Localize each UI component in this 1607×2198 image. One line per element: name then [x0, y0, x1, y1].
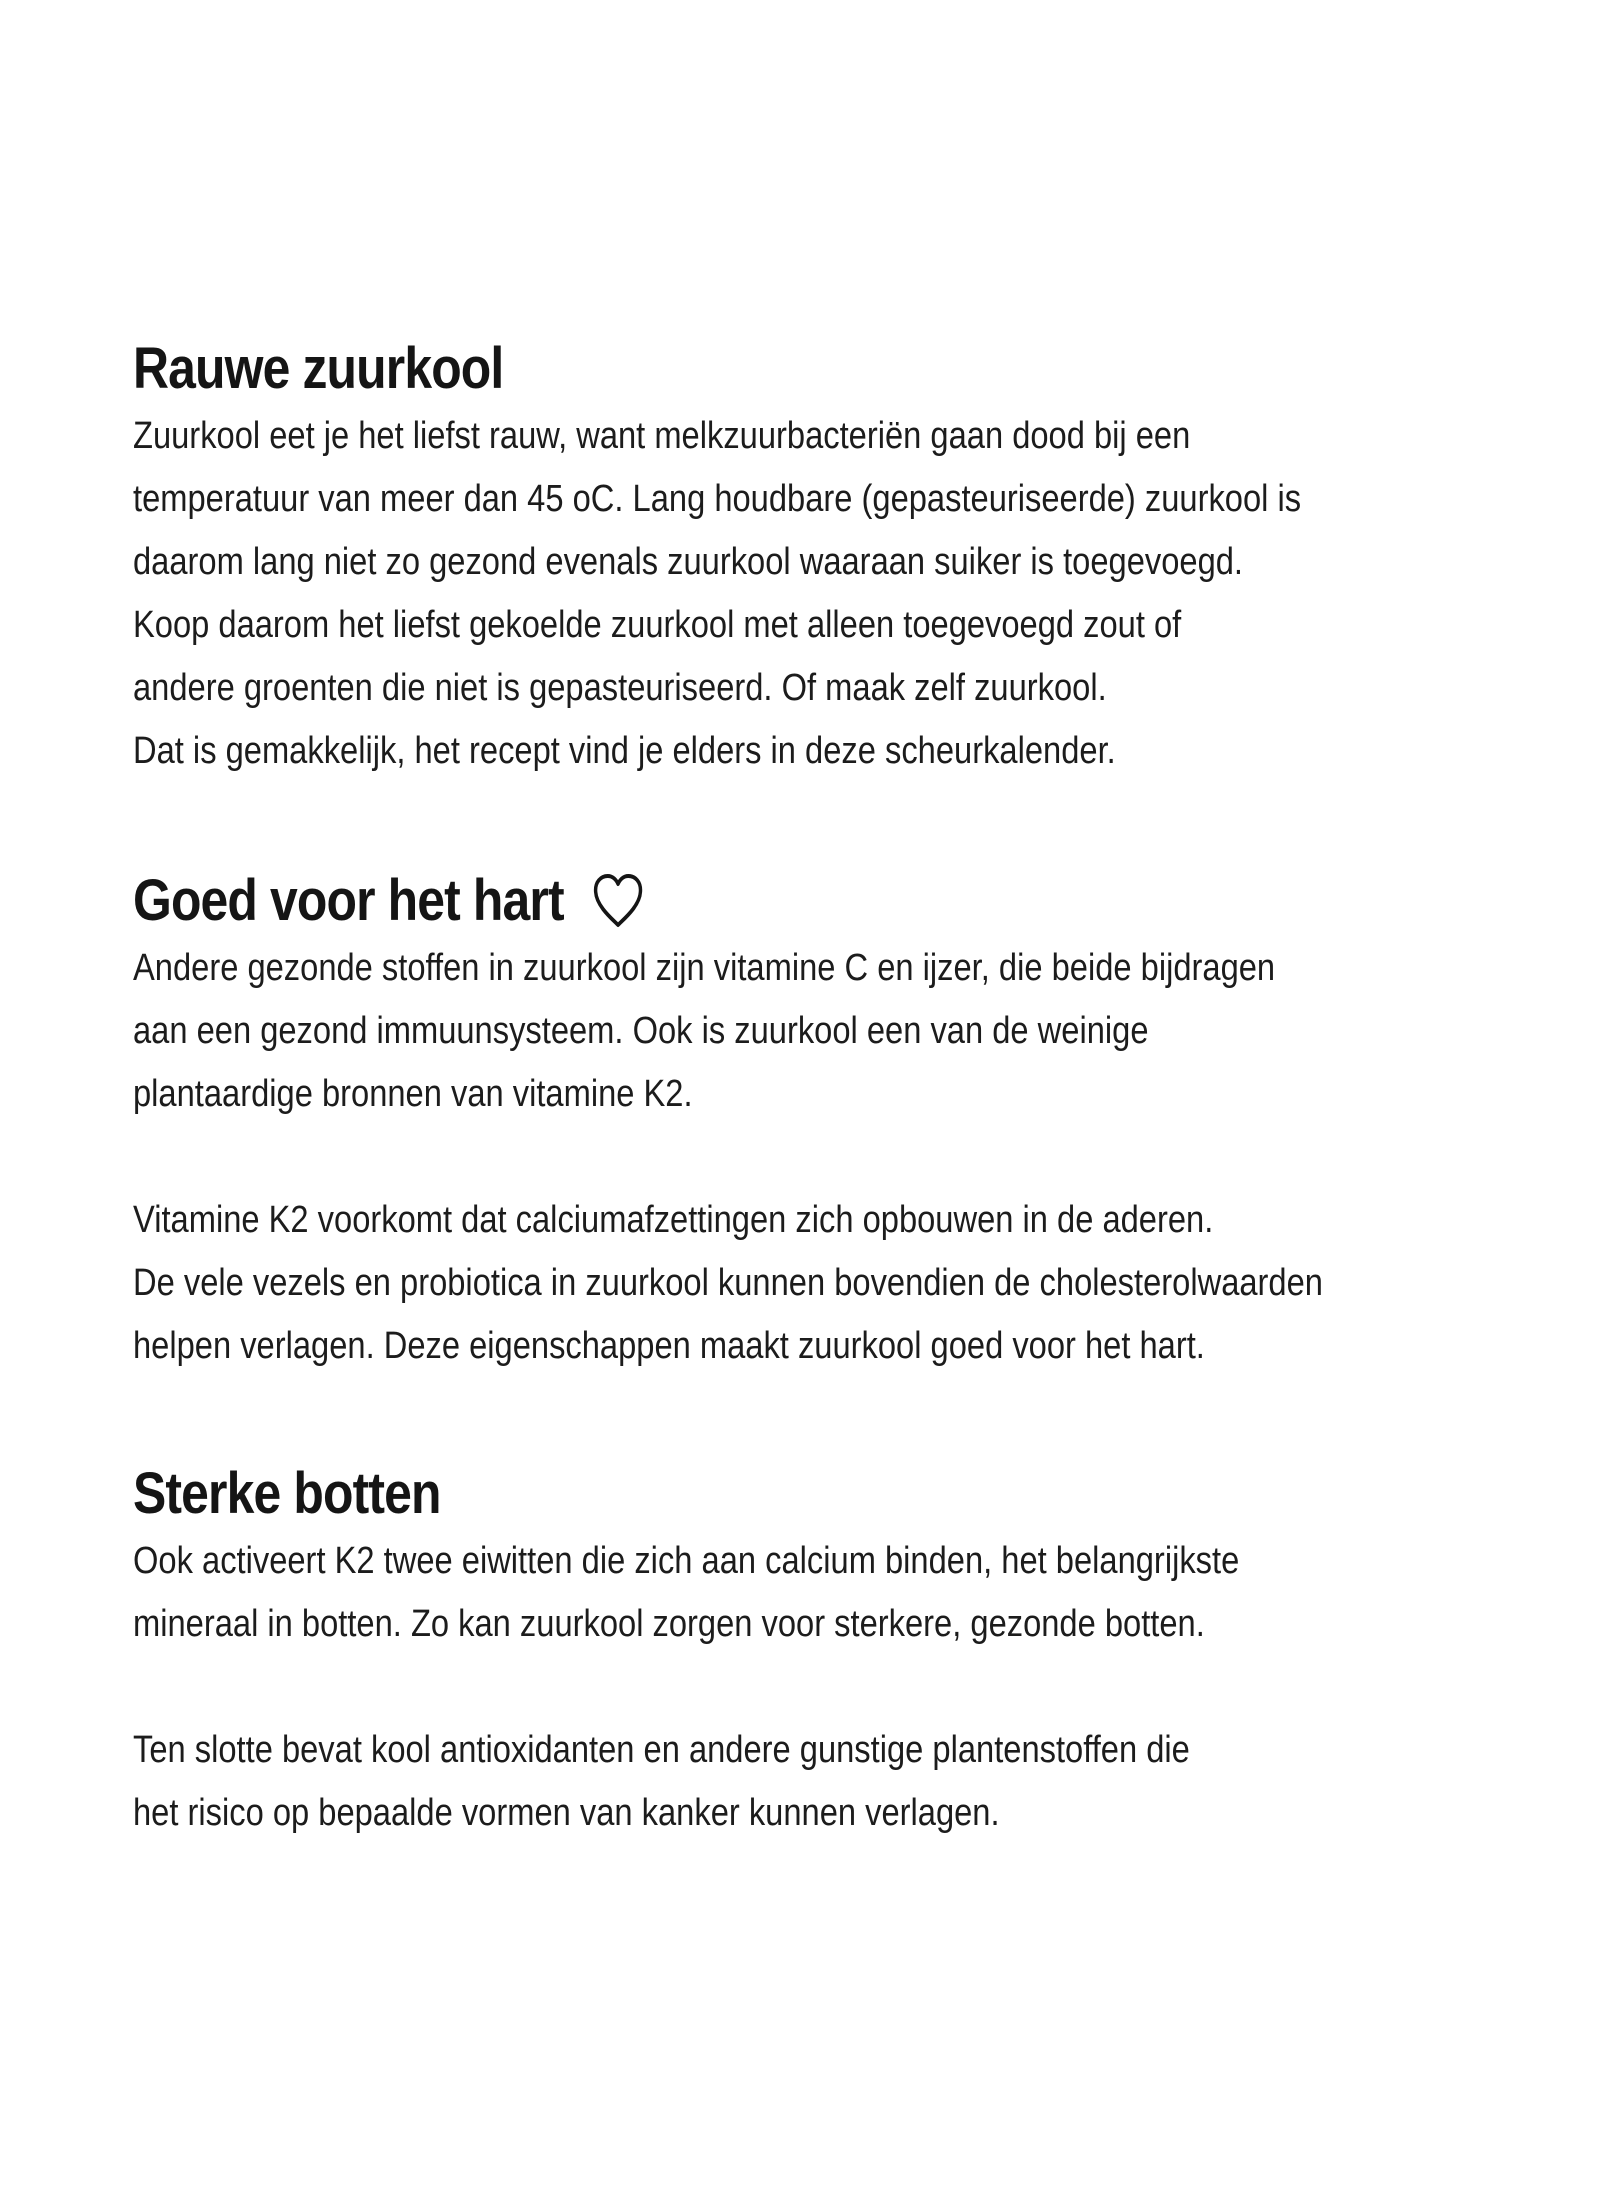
text-line: temperatuur van meer dan 45 oC. Lang houdbare (gepasteuriseerde) zuurkool is	[133, 478, 1302, 520]
text-line: daarom lang niet zo gezond evenals zuurkool waaraan suiker is toegevoegd.	[133, 541, 1244, 583]
text-line: aan een gezond immuunsysteem. Ook is zuurkool een van de weinige	[133, 1010, 1149, 1052]
text-line: Ten slotte bevat kool antioxidanten en andere gunstige plantenstoffen die	[133, 1729, 1190, 1771]
paragraph	[133, 1719, 1563, 1845]
paragraph	[133, 937, 1563, 1126]
document-page	[133, 0, 1563, 2198]
text-line: Andere gezonde stoffen in zuurkool zijn vitamine C en ijzer, die beide bijdragen	[133, 947, 1276, 989]
heart-outline-icon	[591, 872, 644, 930]
section-heading	[133, 1458, 1363, 1530]
heading-text: Goed voor het hart	[133, 868, 564, 933]
paragraph	[133, 405, 1563, 783]
section-rauwe-zuurkool	[133, 333, 1563, 783]
paragraph	[133, 1530, 1563, 1656]
text-line: plantaardige bronnen van vitamine K2.	[133, 1073, 693, 1115]
text-line: Zuurkool eet je het liefst rauw, want melkzuurbacteriën gaan dood bij een	[133, 415, 1191, 457]
text-line: Koop daarom het liefst gekoelde zuurkool met alleen toegevoegd zout of	[133, 604, 1182, 646]
section-heading	[133, 333, 1363, 405]
text-line: helpen verlagen. Deze eigenschappen maakt zuurkool goed voor het hart.	[133, 1325, 1205, 1367]
heading-text: Rauwe zuurkool	[133, 336, 504, 401]
text-line: Vitamine K2 voorkomt dat calciumafzettingen zich opbouwen in de aderen.	[133, 1199, 1214, 1241]
text-line: Dat is gemakkelijk, het recept vind je elders in deze scheurkalender.	[133, 730, 1116, 772]
text-line: Ook activeert K2 twee eiwitten die zich aan calcium binden, het belangrijkste	[133, 1540, 1240, 1582]
text-line: andere groenten die niet is gepasteuriseerd. Of maak zelf zuurkool.	[133, 667, 1107, 709]
paragraph	[133, 1189, 1563, 1378]
text-line: De vele vezels en probiotica in zuurkool kunnen bovendien de cholesterolwaarden	[133, 1262, 1323, 1304]
section-goed-voor-het-hart	[133, 865, 1563, 1378]
section-sterke-botten	[133, 1458, 1563, 1845]
text-line: mineraal in botten. Zo kan zuurkool zorgen voor sterkere, gezonde botten.	[133, 1603, 1205, 1645]
text-line: het risico op bepaalde vormen van kanker kunnen verlagen.	[133, 1792, 1000, 1834]
heading-text: Sterke botten	[133, 1461, 441, 1526]
section-heading	[133, 865, 1363, 937]
